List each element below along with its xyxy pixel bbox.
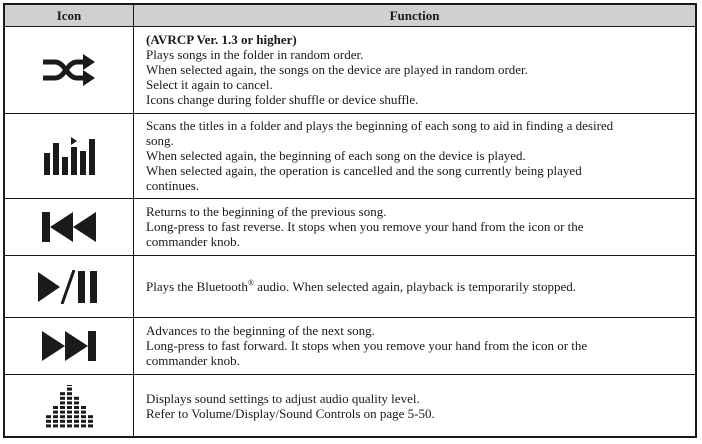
avrcp-note: (AVRCP Ver. 1.3 or higher) [146, 32, 297, 47]
function-text: Long-press to fast reverse. It stops when you remove your hand from the icon or the [146, 219, 584, 234]
shuffle-icon [39, 53, 99, 87]
table-row [5, 375, 695, 438]
function-text: Plays songs in the folder in random order. [146, 47, 364, 62]
table-row [5, 318, 695, 375]
scan-icon [43, 137, 95, 175]
table-row [5, 27, 695, 114]
function-text: commander knob. [146, 353, 240, 368]
function-text: When selected again, the operation is cancelled and the song currently being played [146, 163, 582, 178]
function-text: Refer to Volume/Display/Sound Controls on page 5-50. [146, 406, 435, 421]
function-text: Plays the Bluetooth® audio. When selected again, playback is temporarily stopped. [146, 278, 577, 294]
play-pause-icon [38, 270, 100, 304]
function-text: commander knob. [146, 234, 240, 249]
registered-mark: ® [247, 278, 254, 288]
table-row [5, 114, 695, 199]
function-text: Long-press to fast forward. It stops when you remove your hand from the icon or the [146, 338, 588, 353]
function-text: Scans the titles in a folder and plays the beginning of each song to aid in finding a desired [146, 118, 614, 133]
function-text: When selected again, the beginning of each song on the device is played. [146, 148, 526, 163]
table-header [5, 5, 695, 27]
function-text: Displays sound settings to adjust audio quality level. [146, 391, 420, 406]
function-table [3, 3, 697, 438]
function-text: Returns to the beginning of the previous song. [146, 204, 387, 219]
header-function: Function [389, 7, 440, 23]
table-row [5, 199, 695, 256]
function-text: When selected again, the songs on the device are played in random order. [146, 62, 528, 77]
header-icon: Icon [5, 5, 134, 26]
function-text: Icons change during folder shuffle or device shuffle. [146, 92, 419, 107]
previous-track-icon [42, 212, 96, 242]
function-text: song. [146, 133, 174, 148]
function-text: Advances to the beginning of the next song. [146, 323, 375, 338]
function-text: continues. [146, 178, 200, 193]
function-text: Select it again to cancel. [146, 77, 273, 92]
next-track-icon [42, 331, 96, 361]
equalizer-icon [45, 385, 93, 429]
table-row [5, 256, 695, 318]
